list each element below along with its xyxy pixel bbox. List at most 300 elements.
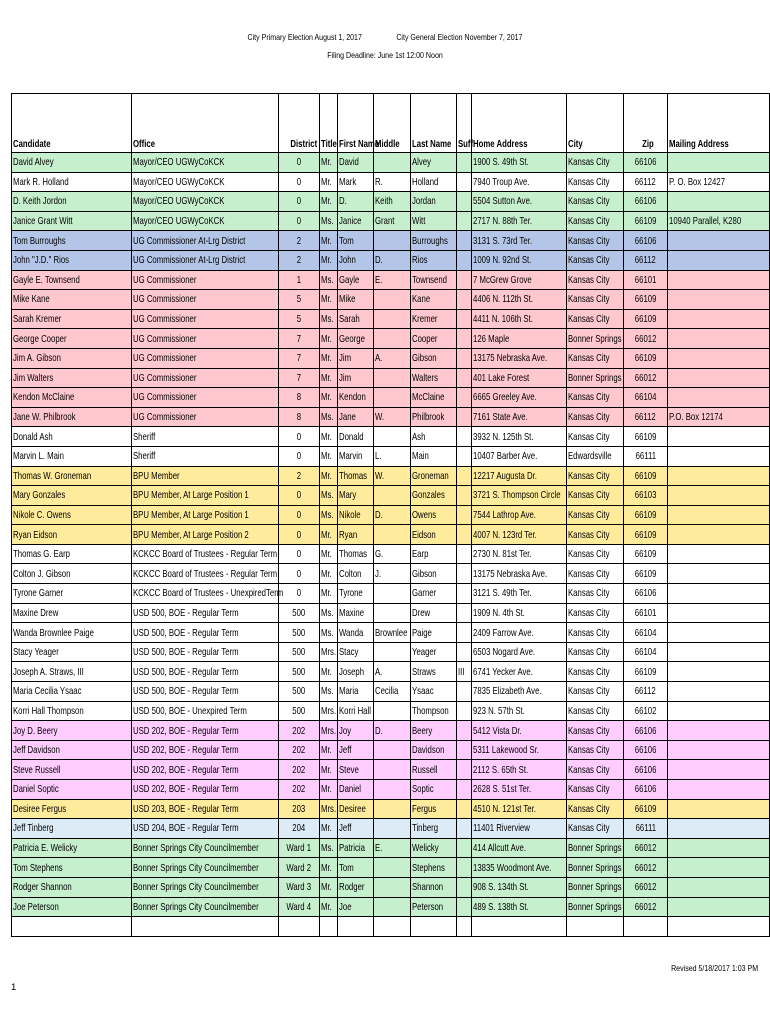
suffix-cell	[457, 525, 472, 545]
city-value: Kansas City	[568, 430, 610, 443]
last-name-value: McClaine	[412, 391, 445, 404]
first-name-cell	[338, 662, 374, 682]
first-name-cell	[338, 544, 374, 564]
last-name-value: Yeager	[412, 646, 437, 659]
title-value: Ms.	[321, 606, 334, 619]
first-name-cell	[338, 427, 374, 447]
city-cell	[567, 780, 624, 800]
home-address-value: 3721 S. Thompson Circle	[473, 489, 561, 502]
first-name-cell	[338, 584, 374, 604]
title-cell	[320, 584, 338, 604]
candidate-value: Joy D. Beery	[13, 724, 58, 737]
home-address-value: 12217 Augusta Dr.	[473, 469, 537, 482]
office-cell	[132, 388, 279, 408]
office-cell	[132, 603, 279, 623]
title-cell	[320, 290, 338, 310]
city-cell	[567, 211, 624, 231]
mailing-address-cell	[668, 701, 770, 721]
candidate-value: Gayle E. Townsend	[13, 273, 80, 286]
first-name-cell	[338, 446, 374, 466]
first-name-value: Jeff	[339, 822, 352, 835]
first-name-cell	[338, 348, 374, 368]
suffix-cell	[457, 701, 472, 721]
office-value: USD 500, BOE - Regular Term	[133, 685, 239, 698]
middle-value: Brownlee	[375, 626, 408, 639]
last-name-cell	[411, 544, 457, 564]
office-value: BPU Member, At Large Position 1	[133, 508, 249, 521]
zip-cell	[624, 564, 668, 584]
district-value: 5	[296, 313, 302, 326]
first-name-cell	[338, 682, 374, 702]
office-cell	[132, 329, 279, 349]
last-name-value: Peterson	[412, 900, 444, 913]
first-name-cell	[338, 760, 374, 780]
table-row	[12, 642, 770, 662]
mailing-address-cell	[668, 192, 770, 212]
city-value: Kansas City	[568, 508, 610, 521]
first-name-value: Stacy	[339, 646, 359, 659]
home-address-cell	[472, 427, 567, 447]
district-value: 0	[296, 450, 302, 463]
office-value: USD 202, BOE - Regular Term	[133, 783, 239, 796]
title-cell	[320, 348, 338, 368]
office-cell	[132, 897, 279, 917]
district-value: 8	[296, 391, 302, 404]
candidate-table-body	[12, 94, 770, 937]
last-name-cell	[411, 329, 457, 349]
title-cell	[320, 721, 338, 741]
city-cell	[567, 309, 624, 329]
city-cell	[567, 721, 624, 741]
column-header-label: Mailing Address	[669, 138, 729, 150]
title-cell	[320, 153, 338, 173]
candidate-value: Donald Ash	[13, 430, 53, 443]
district-value: 202	[292, 763, 306, 776]
first-name-cell	[338, 799, 374, 819]
district-value: 0	[296, 548, 302, 561]
title-cell	[320, 701, 338, 721]
home-address-cell	[472, 838, 567, 858]
office-cell	[132, 172, 279, 192]
office-cell	[132, 662, 279, 682]
middle-value: D.	[375, 508, 383, 521]
candidate-value: Jeff Tinberg	[13, 822, 54, 835]
candidate-cell	[12, 290, 132, 310]
middle-cell	[374, 309, 411, 329]
column-header	[374, 94, 411, 153]
home-address-value: 7544 Lathrop Ave.	[473, 508, 536, 521]
last-name-cell	[411, 682, 457, 702]
office-cell	[132, 407, 279, 427]
table-row	[12, 799, 770, 819]
title-cell	[320, 211, 338, 231]
home-address-value: 7 McGrew Grove	[473, 273, 532, 286]
city-value: Bonner Springs	[568, 861, 622, 874]
city-value: Kansas City	[568, 352, 610, 365]
city-value: Kansas City	[568, 802, 610, 815]
office-value: USD 500, BOE - Regular Term	[133, 606, 239, 619]
table-row	[12, 407, 770, 427]
last-name-cell	[411, 564, 457, 584]
candidate-value: Thomas G. Earp	[13, 548, 71, 561]
home-address-value: 1009 N. 92nd St.	[473, 254, 532, 267]
office-value: UG Commissioner At-Lrg District	[133, 234, 246, 247]
first-name-cell	[338, 309, 374, 329]
district-value: 0	[296, 528, 302, 541]
first-name-value: Colton	[339, 567, 362, 580]
middle-cell	[374, 838, 411, 858]
candidate-cell	[12, 642, 132, 662]
district-cell	[279, 192, 320, 212]
district-value: 500	[292, 626, 306, 639]
title-value: Ms.	[321, 313, 334, 326]
suffix-cell	[457, 192, 472, 212]
district-cell	[279, 877, 320, 897]
middle-value: A.	[375, 352, 383, 365]
title-cell	[320, 544, 338, 564]
middle-cell	[374, 231, 411, 251]
candidate-cell	[12, 897, 132, 917]
city-cell	[567, 623, 624, 643]
empty-cell	[374, 917, 411, 937]
mailing-address-cell	[668, 407, 770, 427]
district-cell	[279, 407, 320, 427]
middle-value: G.	[375, 548, 384, 561]
city-value: Kansas City	[568, 783, 610, 796]
home-address-value: 13175 Nebraska Ave.	[473, 567, 548, 580]
mailing-address-cell	[668, 603, 770, 623]
first-name-value: David	[339, 156, 359, 169]
home-address-cell	[472, 192, 567, 212]
middle-cell	[374, 290, 411, 310]
city-cell	[567, 192, 624, 212]
city-cell	[567, 270, 624, 290]
district-value: Ward 3	[286, 881, 312, 894]
middle-value: E.	[375, 842, 383, 855]
table-row	[12, 780, 770, 800]
zip-value: 66102	[634, 704, 657, 717]
district-value: 0	[296, 489, 302, 502]
city-value: Kansas City	[568, 685, 610, 698]
column-header-label: Title	[321, 138, 337, 150]
city-cell	[567, 172, 624, 192]
mailing-address-cell	[668, 584, 770, 604]
table-row	[12, 877, 770, 897]
zip-cell	[624, 858, 668, 878]
home-address-value: 4510 N. 121st Ter.	[473, 802, 536, 815]
city-value: Kansas City	[568, 175, 610, 188]
last-name-cell	[411, 388, 457, 408]
zip-value: 66104	[634, 646, 657, 659]
district-cell	[279, 838, 320, 858]
candidate-value: Jeff Davidson	[13, 744, 60, 757]
first-name-value: Thomas	[339, 548, 368, 561]
city-value: Kansas City	[568, 567, 610, 580]
city-value: Kansas City	[568, 724, 610, 737]
city-cell	[567, 544, 624, 564]
city-cell	[567, 897, 624, 917]
zip-cell	[624, 486, 668, 506]
first-name-cell	[338, 701, 374, 721]
city-value: Kansas City	[568, 215, 610, 228]
last-name-value: Paige	[412, 626, 432, 639]
middle-value: J.	[375, 567, 382, 580]
column-header	[567, 94, 624, 153]
column-header-label: Candidate	[13, 138, 51, 150]
title-cell	[320, 642, 338, 662]
title-value: Mrs.	[321, 646, 337, 659]
city-cell	[567, 603, 624, 623]
last-name-value: Beery	[412, 724, 433, 737]
first-name-value: Jane	[339, 411, 356, 424]
mailing-address-cell	[668, 525, 770, 545]
home-address-value: 126 Maple	[473, 332, 510, 345]
candidate-table	[11, 93, 770, 937]
title-cell	[320, 270, 338, 290]
zip-value: 66109	[634, 548, 657, 561]
district-cell	[279, 525, 320, 545]
zip-cell	[624, 407, 668, 427]
first-name-value: John	[339, 254, 356, 267]
last-name-value: Welicky	[412, 842, 439, 855]
last-name-cell	[411, 348, 457, 368]
district-cell	[279, 290, 320, 310]
district-value: 2	[296, 469, 302, 482]
office-value: UG Commissioner	[133, 273, 197, 286]
column-header-label: Last Name	[412, 138, 452, 150]
table-row	[12, 211, 770, 231]
home-address-value: 4411 N. 106th St.	[473, 313, 533, 326]
district-cell	[279, 642, 320, 662]
city-value: Kansas City	[568, 606, 610, 619]
mailing-address-cell	[668, 642, 770, 662]
candidate-cell	[12, 780, 132, 800]
zip-cell	[624, 466, 668, 486]
city-cell	[567, 584, 624, 604]
candidate-value: Ryan Eidson	[13, 528, 58, 541]
empty-cell	[567, 917, 624, 937]
last-name-value: Davidson	[412, 744, 445, 757]
city-cell	[567, 329, 624, 349]
home-address-value: 6741 Yecker Ave.	[473, 665, 533, 678]
zip-value: 66109	[634, 469, 657, 482]
office-cell	[132, 780, 279, 800]
table-row	[12, 662, 770, 682]
title-value: Mr.	[321, 332, 332, 345]
district-cell	[279, 584, 320, 604]
middle-cell	[374, 153, 411, 173]
table-row	[12, 682, 770, 702]
candidate-value: Thomas W. Groneman	[13, 469, 92, 482]
filing-deadline: Filing Deadline: June 1st 12:00 Noon	[327, 50, 443, 60]
city-cell	[567, 682, 624, 702]
empty-cell	[132, 917, 279, 937]
suffix-cell	[457, 407, 472, 427]
first-name-value: Steve	[339, 763, 359, 776]
home-address-cell	[472, 544, 567, 564]
district-value: 0	[296, 508, 302, 521]
empty-cell	[457, 917, 472, 937]
first-name-value: Jim	[339, 371, 352, 384]
zip-cell	[624, 877, 668, 897]
city-value: Bonner Springs	[568, 881, 622, 894]
candidate-value: Mary Gonzales	[13, 489, 66, 502]
home-address-cell	[472, 780, 567, 800]
table-row	[12, 388, 770, 408]
zip-cell	[624, 584, 668, 604]
city-value: Bonner Springs	[568, 332, 622, 345]
candidate-cell	[12, 505, 132, 525]
zip-value: 66106	[634, 783, 657, 796]
office-value: UG Commissioner	[133, 332, 197, 345]
first-name-value: Daniel	[339, 783, 362, 796]
last-name-cell	[411, 623, 457, 643]
suffix-cell	[457, 486, 472, 506]
first-name-value: Jim	[339, 352, 352, 365]
zip-value: 66109	[634, 802, 657, 815]
first-name-cell	[338, 603, 374, 623]
title-value: Mr.	[321, 548, 332, 561]
middle-cell	[374, 486, 411, 506]
city-cell	[567, 348, 624, 368]
middle-cell	[374, 799, 411, 819]
home-address-cell	[472, 211, 567, 231]
district-value: 0	[296, 587, 302, 600]
zip-cell	[624, 760, 668, 780]
city-cell	[567, 662, 624, 682]
middle-cell	[374, 466, 411, 486]
mailing-address-cell	[668, 466, 770, 486]
district-value: Ward 4	[286, 900, 312, 913]
title-value: Mr.	[321, 234, 332, 247]
first-name-value: Patricia	[339, 842, 365, 855]
first-name-cell	[338, 329, 374, 349]
city-cell	[567, 642, 624, 662]
first-name-cell	[338, 407, 374, 427]
district-cell	[279, 780, 320, 800]
zip-cell	[624, 290, 668, 310]
column-header-label: Suff	[458, 138, 474, 150]
middle-value: R.	[375, 175, 383, 188]
last-name-value: Kremer	[412, 313, 438, 326]
last-name-cell	[411, 309, 457, 329]
empty-row	[12, 917, 770, 937]
zip-value: 66012	[634, 371, 657, 384]
middle-cell	[374, 270, 411, 290]
candidate-value: D. Keith Jordon	[13, 195, 67, 208]
last-name-value: Main	[412, 450, 429, 463]
suffix-cell	[457, 446, 472, 466]
office-cell	[132, 270, 279, 290]
page-number: 1	[11, 982, 17, 993]
candidate-cell	[12, 525, 132, 545]
suffix-cell	[457, 348, 472, 368]
zip-cell	[624, 721, 668, 741]
office-cell	[132, 623, 279, 643]
candidate-cell	[12, 662, 132, 682]
city-value: Kansas City	[568, 273, 610, 286]
candidate-value: Colton J. Gibson	[13, 567, 71, 580]
home-address-cell	[472, 486, 567, 506]
first-name-value: Mary	[339, 489, 357, 502]
district-cell	[279, 760, 320, 780]
city-cell	[567, 799, 624, 819]
title-value: Mr.	[321, 469, 332, 482]
zip-cell	[624, 740, 668, 760]
middle-cell	[374, 446, 411, 466]
first-name-cell	[338, 525, 374, 545]
home-address-value: 10407 Barber Ave.	[473, 450, 538, 463]
table-row	[12, 290, 770, 310]
suffix-cell	[457, 662, 472, 682]
city-value: Kansas City	[568, 234, 610, 247]
home-address-cell	[472, 682, 567, 702]
office-value: USD 500, BOE - Regular Term	[133, 665, 239, 678]
office-cell	[132, 819, 279, 839]
zip-cell	[624, 368, 668, 388]
suffix-value: III	[458, 665, 465, 678]
office-value: BPU Member	[133, 469, 180, 482]
title-value: Mr.	[321, 744, 332, 757]
first-name-value: Maria	[339, 685, 359, 698]
title-value: Mr.	[321, 881, 332, 894]
zip-value: 66012	[634, 332, 657, 345]
suffix-cell	[457, 309, 472, 329]
zip-cell	[624, 799, 668, 819]
last-name-value: Alvey	[412, 156, 432, 169]
candidate-value: Jane W. Philbrook	[13, 411, 76, 424]
suffix-cell	[457, 682, 472, 702]
middle-cell	[374, 584, 411, 604]
zip-value: 66109	[634, 567, 657, 580]
first-name-cell	[338, 838, 374, 858]
zip-cell	[624, 780, 668, 800]
office-cell	[132, 250, 279, 270]
first-name-cell	[338, 368, 374, 388]
suffix-cell	[457, 780, 472, 800]
title-cell	[320, 740, 338, 760]
district-cell	[279, 348, 320, 368]
last-name-cell	[411, 211, 457, 231]
first-name-value: Tom	[339, 861, 354, 874]
title-value: Ms.	[321, 489, 334, 502]
last-name-cell	[411, 877, 457, 897]
first-name-cell	[338, 388, 374, 408]
last-name-value: Ash	[412, 430, 426, 443]
last-name-cell	[411, 446, 457, 466]
column-header	[457, 94, 472, 153]
suffix-cell	[457, 290, 472, 310]
office-value: Sheriff	[133, 450, 156, 463]
zip-value: 66101	[634, 606, 657, 619]
middle-cell	[374, 192, 411, 212]
home-address-value: 6503 Nogard Ave.	[473, 646, 536, 659]
candidate-cell	[12, 427, 132, 447]
office-value: USD 202, BOE - Regular Term	[133, 763, 239, 776]
office-cell	[132, 446, 279, 466]
district-value: 5	[296, 293, 302, 306]
office-value: BPU Member, At Large Position 2	[133, 528, 249, 541]
first-name-value: D.	[339, 195, 347, 208]
home-address-value: 3932 N. 125th St.	[473, 430, 534, 443]
candidate-cell	[12, 270, 132, 290]
city-cell	[567, 701, 624, 721]
zip-cell	[624, 525, 668, 545]
home-address-cell	[472, 505, 567, 525]
home-address-value: 489 S. 138th St.	[473, 900, 529, 913]
candidate-cell	[12, 799, 132, 819]
zip-cell	[624, 348, 668, 368]
